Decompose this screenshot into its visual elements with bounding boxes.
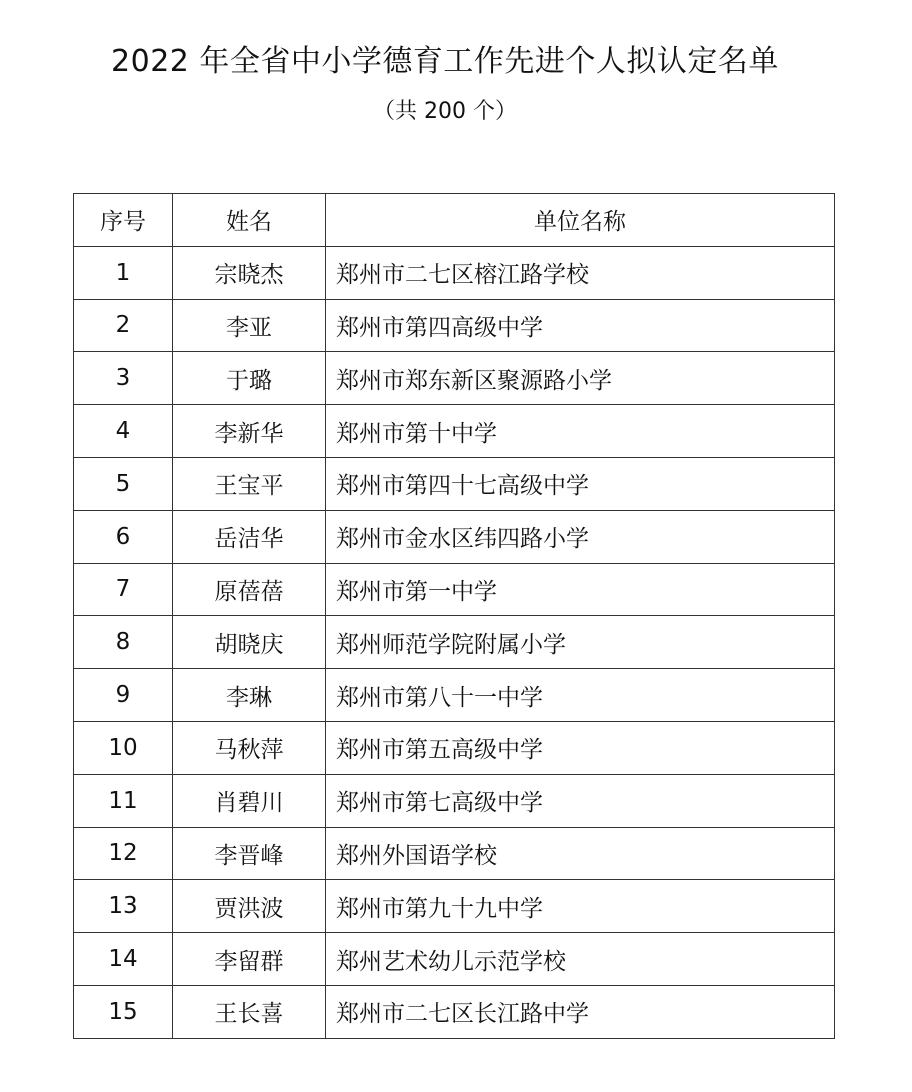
cell-unit-name: 郑州市第四高级中学 [326,299,835,352]
table-row [74,669,835,722]
cell-name: 于璐 [173,352,326,405]
cell-name: 胡晓庆 [173,616,326,669]
cell-serial-number: 15 [74,985,173,1038]
cell-unit-name: 郑州市二七区榕江路学校 [326,246,835,299]
table-row [74,510,835,563]
cell-serial-number: 4 [74,405,173,458]
cell-name: 贾洪波 [173,880,326,933]
table-row [74,774,835,827]
document-subtitle: （共 200 个） [373,99,517,124]
cell-name: 王宝平 [173,457,326,510]
cell-unit-name: 郑州外国语学校 [326,827,835,880]
document-title: 2022 年全省中小学德育工作先进个人拟认定名单 [111,44,779,79]
cell-name: 李新华 [173,405,326,458]
roster-table [73,193,835,1039]
table-row [74,246,835,299]
cell-unit-name: 郑州市第四十七高级中学 [326,457,835,510]
table-body [74,246,835,1038]
cell-unit-name: 郑州艺术幼儿示范学校 [326,933,835,986]
cell-serial-number: 2 [74,299,173,352]
cell-name: 宗晓杰 [173,246,326,299]
cell-name: 肖碧川 [173,774,326,827]
cell-unit-name: 郑州市第八十一中学 [326,669,835,722]
cell-serial-number: 5 [74,457,173,510]
cell-name: 李亚 [173,299,326,352]
table-row [74,299,835,352]
cell-unit-name: 郑州市第五高级中学 [326,721,835,774]
cell-unit-name: 郑州市第九十九中学 [326,880,835,933]
cell-serial-number: 8 [74,616,173,669]
cell-name: 李琳 [173,669,326,722]
header-serial-number: 序号 [74,194,173,247]
cell-unit-name: 郑州师范学院附属小学 [326,616,835,669]
cell-unit-name: 郑州市第七高级中学 [326,774,835,827]
cell-name: 岳洁华 [173,510,326,563]
cell-unit-name: 郑州市第十中学 [326,405,835,458]
cell-serial-number: 7 [74,563,173,616]
cell-serial-number: 12 [74,827,173,880]
cell-serial-number: 6 [74,510,173,563]
table-row [74,616,835,669]
cell-serial-number: 1 [74,246,173,299]
table-row [74,933,835,986]
table-row [74,457,835,510]
cell-name: 马秋萍 [173,721,326,774]
cell-name: 原蓓蓓 [173,563,326,616]
cell-serial-number: 13 [74,880,173,933]
table-row [74,563,835,616]
table-row [74,352,835,405]
cell-unit-name: 郑州市二七区长江路中学 [326,985,835,1038]
table-row [74,880,835,933]
header-unit-name: 单位名称 [326,194,835,247]
cell-name: 李留群 [173,933,326,986]
table-header-row [74,194,835,247]
table-row [74,405,835,458]
cell-unit-name: 郑州市第一中学 [326,563,835,616]
cell-serial-number: 9 [74,669,173,722]
cell-unit-name: 郑州市金水区纬四路小学 [326,510,835,563]
header-name: 姓名 [173,194,326,247]
table-row [74,985,835,1038]
cell-serial-number: 11 [74,774,173,827]
cell-serial-number: 14 [74,933,173,986]
table-row [74,721,835,774]
table-row [74,827,835,880]
cell-serial-number: 10 [74,721,173,774]
cell-serial-number: 3 [74,352,173,405]
cell-name: 王长喜 [173,985,326,1038]
cell-name: 李晋峰 [173,827,326,880]
cell-unit-name: 郑州市郑东新区聚源路小学 [326,352,835,405]
